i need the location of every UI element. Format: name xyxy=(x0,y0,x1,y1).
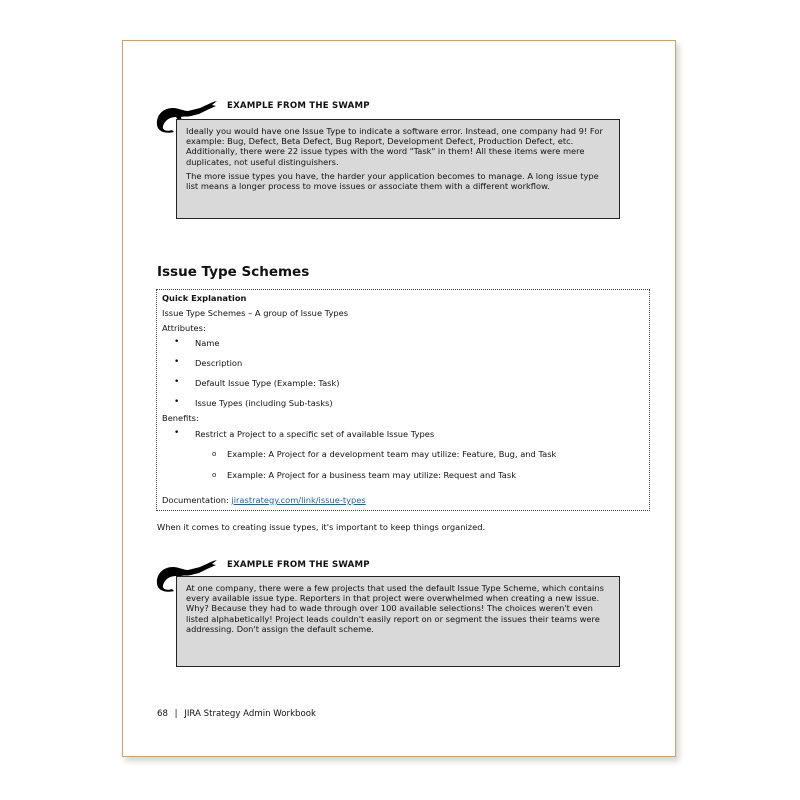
quick-explanation-title: Quick Explanation xyxy=(162,293,247,303)
bullet-icon: • xyxy=(174,428,180,438)
bullet-icon: • xyxy=(174,337,180,347)
attribute-item: Name xyxy=(195,338,220,348)
section-heading: Issue Type Schemes xyxy=(157,264,310,280)
documentation-label: Documentation: xyxy=(162,495,229,505)
definition-text: Issue Type Schemes – A group of Issue Types xyxy=(162,308,349,318)
benefits-label: Benefits: xyxy=(162,413,199,423)
workbook-page xyxy=(122,40,676,757)
swamp-callout-title: EXAMPLE FROM THE SWAMP xyxy=(227,101,370,111)
documentation-line xyxy=(162,495,366,505)
attribute-item: Default Issue Type (Example: Task) xyxy=(195,378,340,388)
page-number: 68 xyxy=(157,709,168,719)
page-footer xyxy=(157,709,316,719)
documentation-link[interactable]: jirastrategy.com/link/issue-types xyxy=(231,495,366,505)
swamp-paragraph: At one company, there were a few projects that used the default Issue Type Scheme, which contains every available issue type. Reporters in that project were overwhelmed when creating a new issue. Why? Because they had to wade through over 100 available selections! The choices weren't even listed alphabetically! Project leads couldn't easily report on or segment the issues their teams were addressing. Don't assign the default scheme. xyxy=(186,583,604,634)
swamp-callout-title: EXAMPLE FROM THE SWAMP xyxy=(227,560,370,570)
bullet-icon: • xyxy=(174,377,180,387)
benefit-item: Restrict a Project to a specific set of available Issue Types xyxy=(195,429,435,439)
attribute-item: Description xyxy=(195,358,243,368)
swamp-callout-box xyxy=(176,119,620,219)
footer-separator: | xyxy=(174,709,178,719)
example-item: Example: A Project for a business team may utilize: Request and Task xyxy=(227,470,517,480)
example-item: Example: A Project for a development team may utilize: Feature, Bug, and Task xyxy=(227,449,557,459)
bullet-icon: • xyxy=(174,357,180,367)
swamp-callout-box xyxy=(176,576,620,667)
book-title: JIRA Strategy Admin Workbook xyxy=(184,709,316,719)
bullet-icon: • xyxy=(174,397,180,407)
attribute-item: Issue Types (including Sub-tasks) xyxy=(195,398,333,408)
circle-bullet-icon: o xyxy=(212,471,217,479)
swamp-paragraph: Ideally you would have one Issue Type to indicate a software error. Instead, one company had 9! For example: Bug, Defect, Beta Defect, Bug Report, Development Defect, Production Defect, etc. Additionally, there were 22 issue types with the word "Task" in them! All these items were mere duplicates, not useful distinguishers. xyxy=(186,126,603,167)
circle-bullet-icon: o xyxy=(212,450,217,458)
quick-explanation-box xyxy=(156,289,650,511)
body-paragraph: When it comes to creating issue types, it's important to keep things organized. xyxy=(157,522,486,532)
swamp-paragraph: The more issue types you have, the harder your application becomes to manage. A long issue type list means a longer process to move issues or associate them with a different workflow. xyxy=(186,170,599,192)
attributes-label: Attributes: xyxy=(162,323,206,333)
